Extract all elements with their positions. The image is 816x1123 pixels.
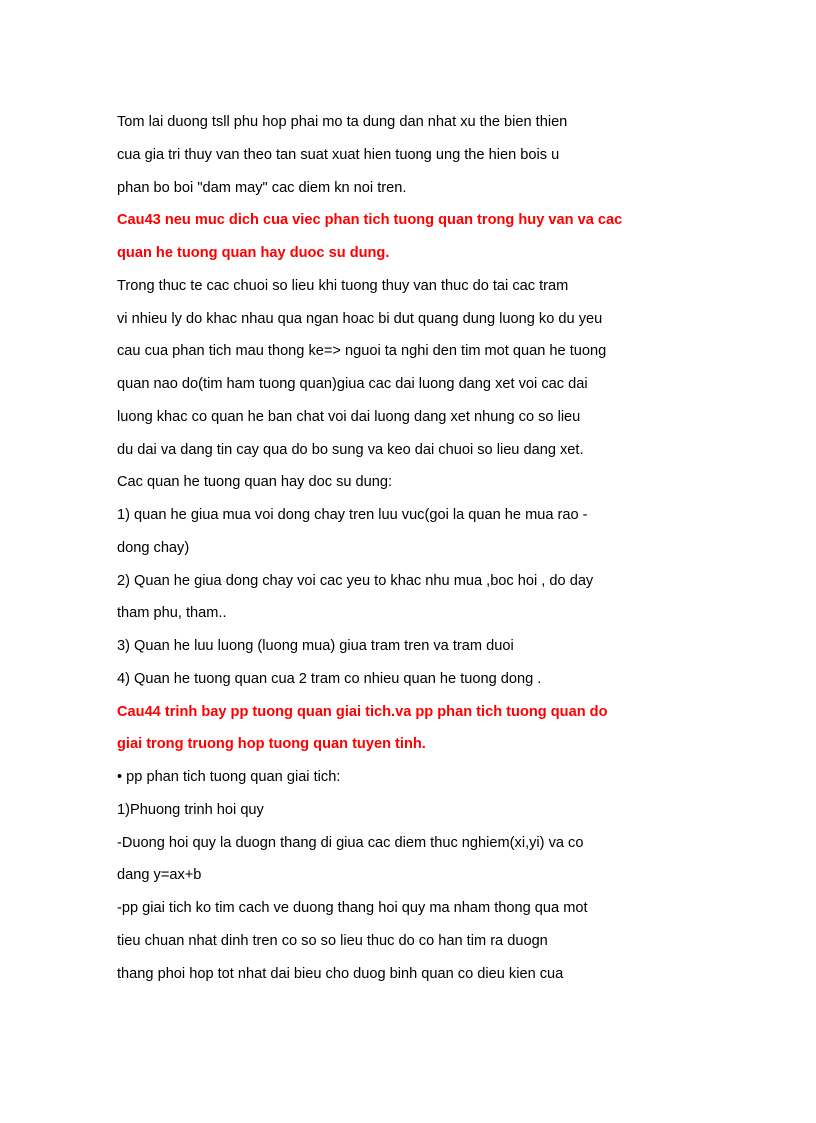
section-heading-line: giai trong truong hop tuong quan tuyen tinh. [117,736,426,753]
body-text-line: luong khac co quan he ban chat voi dai luong dang xet nhung co so lieu [117,408,581,425]
body-text-line: cua gia tri thuy van theo tan suat xuat hien tuong ung the hien bois u [117,146,560,163]
body-text-line: Trong thuc te cac chuoi so lieu khi tuong thuy van thuc do tai cac tram [117,277,569,294]
body-text-line: Tom lai duong tsll phu hop phai mo ta dung dan nhat xu the bien thien [117,114,568,130]
body-text-line: dang y=ax+b [117,867,202,884]
body-text-line: 2) Quan he giua dong chay voi cac yeu to khac nhu mua ,boc hoi , do day [117,572,594,589]
document-page [117,111,757,995]
body-text-line: 3) Quan he luu luong (luong mua) giua tram tren va tram duoi [117,638,514,654]
section-heading-line: Cau44 trinh bay pp tuong quan giai tich.va pp phan tich tuong quan do [117,703,608,720]
body-text-line: Cac quan he tuong quan hay doc su dung: [117,474,393,491]
body-text-line: 1)Phuong trinh hoi quy [117,801,264,818]
body-text-line: dong chay) [117,539,190,556]
body-text-line: du dai va dang tin cay qua do bo sung va keo dai chuoi so lieu dang xet. [117,441,584,458]
body-text-line: tieu chuan nhat dinh tren co so so lieu thuc do co han tim ra duogn [117,932,548,949]
section-heading-line: quan he tuong quan hay duoc su dung. [117,245,390,261]
body-text-line: -pp giai tich ko tim cach ve duong thang hoi quy ma nham thong qua mot [117,900,588,916]
body-text-line: phan bo boi "dam may" cac diem kn noi tren. [117,179,407,196]
body-text-line: • pp phan tich tuong quan giai tich: [117,769,341,785]
body-text-line: -Duong hoi quy la duogn thang di giua cac diem thuc nghiem(xi,yi) va co [117,834,584,851]
body-text-line: thang phoi hop tot nhat dai bieu cho duog binh quan co dieu kien cua [117,965,564,982]
body-text-line: 1) quan he giua mua voi dong chay tren luu vuc(goi la quan he mua rao - [117,507,588,523]
body-text-line: vi nhieu ly do khac nhau qua ngan hoac bi dut quang dung luong ko du yeu [117,310,603,327]
body-text-line: quan nao do(tim ham tuong quan)giua cac dai luong dang xet voi cac dai [117,376,588,392]
body-text-line: cau cua phan tich mau thong ke=> nguoi ta nghi den tim mot quan he tuong [117,343,607,360]
section-heading-line: Cau43 neu muc dich cua viec phan tich tuong quan trong huy van va cac [117,212,623,229]
body-text-line: tham phu, tham.. [117,605,227,622]
body-text-line: 4) Quan he tuong quan cua 2 tram co nhieu quan he tuong dong . [117,670,542,687]
